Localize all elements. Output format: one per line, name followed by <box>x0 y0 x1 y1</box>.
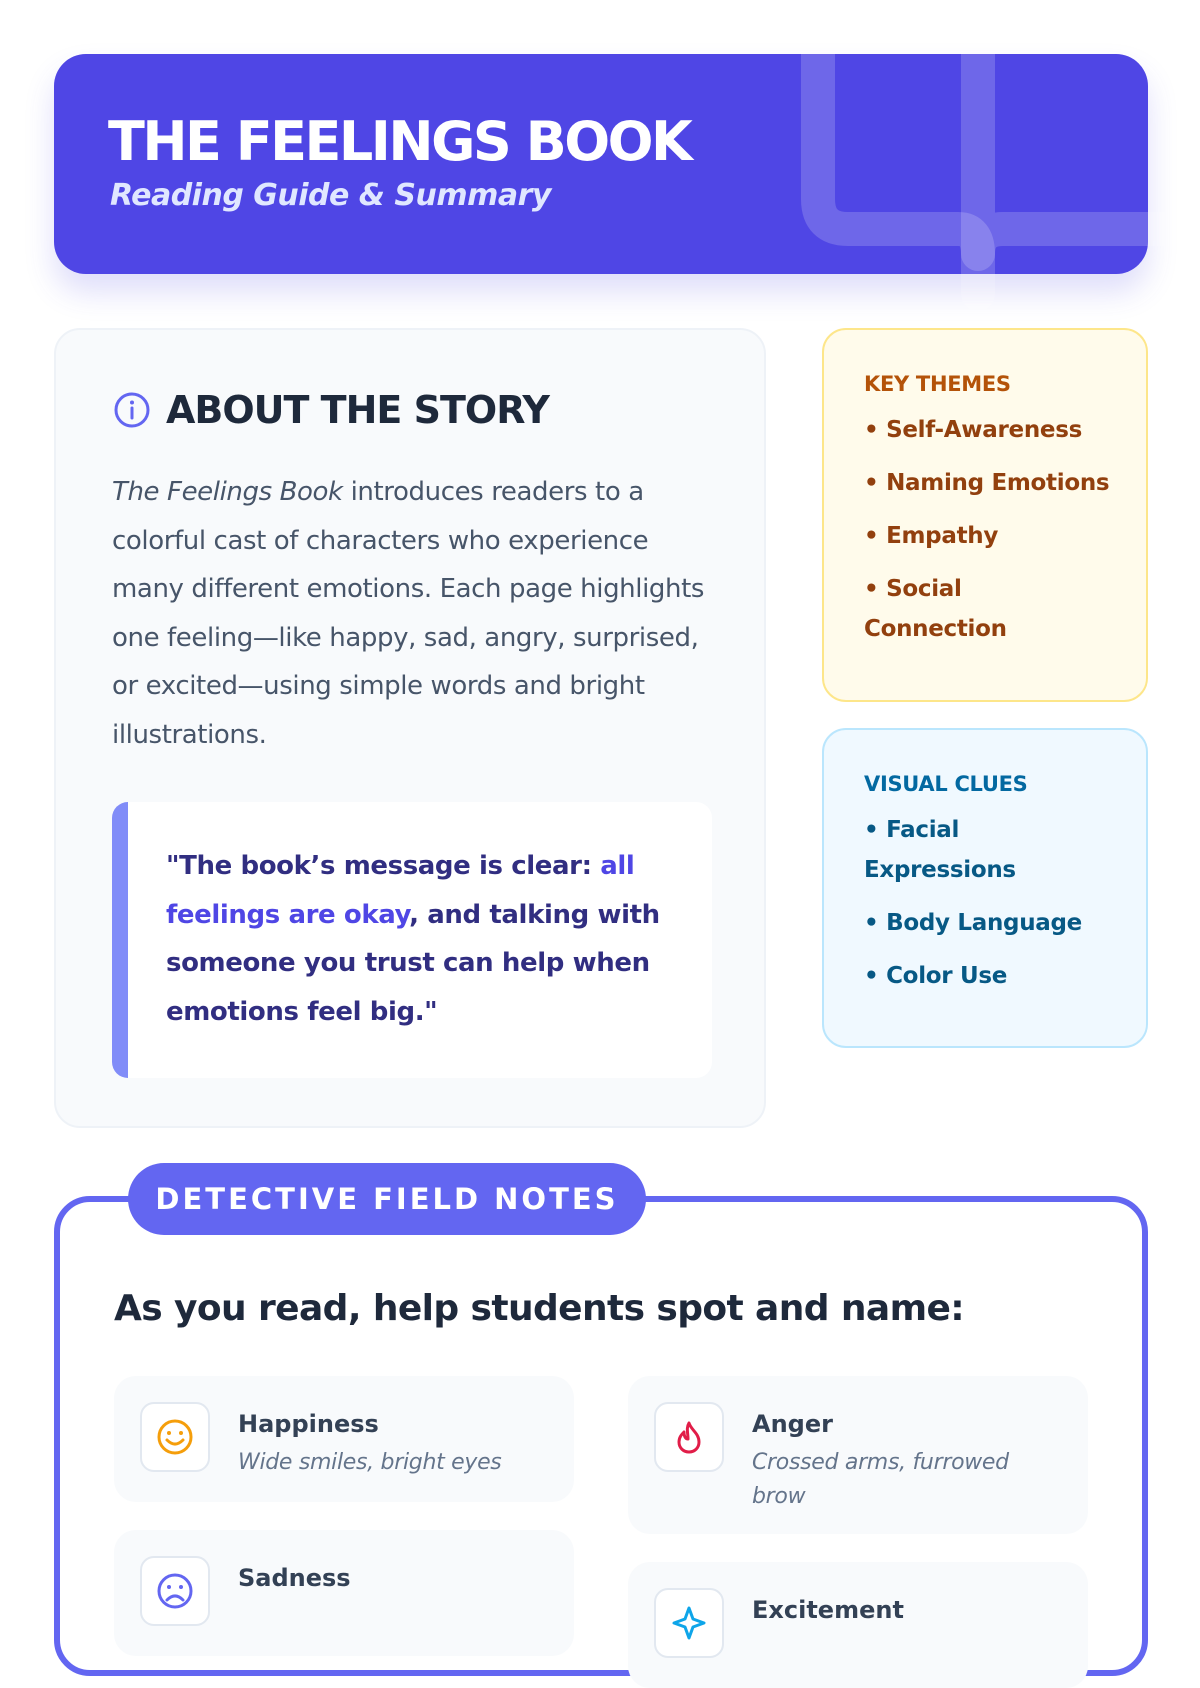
list-item: • Color Use <box>864 963 1008 989</box>
about-card <box>54 328 766 1128</box>
emotion-card-excitement <box>628 1562 1088 1688</box>
quote-highlight: all feelings are okay <box>166 851 635 930</box>
key-themes-title: KEY THEMES <box>864 372 1011 396</box>
emotion-title: Excitement <box>752 1596 904 1624</box>
visual-clues-title: VISUAL CLUES <box>864 772 1028 796</box>
list-item: • Body Language <box>864 910 1082 936</box>
emotion-desc: Crossed arms, furrowed brow <box>752 1450 1009 1509</box>
book-icon <box>788 54 1148 274</box>
emotion-desc: Wide smiles, bright eyes <box>238 1450 502 1475</box>
flame-icon <box>669 1417 709 1457</box>
emotion-card-sadness <box>114 1530 574 1656</box>
emotion-title: Anger <box>752 1410 833 1438</box>
list-item: • Social Connection <box>864 576 1007 642</box>
excitement-icon <box>669 1603 709 1643</box>
page-subtitle: Reading Guide & Summary <box>110 178 551 213</box>
list-item: • Self-Awareness <box>864 417 1082 443</box>
icon-box <box>140 1402 210 1472</box>
emotion-title: Sadness <box>238 1564 351 1592</box>
key-themes-card <box>822 328 1148 702</box>
info-icon <box>112 390 152 430</box>
about-body <box>112 468 712 759</box>
frown-icon <box>155 1571 195 1611</box>
list-item: • Facial Expressions <box>864 817 1016 883</box>
about-header <box>112 388 549 432</box>
visual-clues-card <box>822 728 1148 1048</box>
quote-suffix: , and talking with someone you trust can help when emotions feel big." <box>166 899 660 1027</box>
icon-box <box>140 1556 210 1626</box>
field-notes-heading: As you read, help students spot and name: <box>114 1288 965 1329</box>
visual-clues-list <box>864 810 1124 996</box>
icon-box <box>654 1588 724 1658</box>
emotion-card-anger <box>628 1376 1088 1534</box>
key-themes-list <box>864 410 1124 649</box>
book-title: The Feelings Book <box>112 477 343 507</box>
list-item: • Naming Emotions <box>864 470 1110 496</box>
field-notes-tab: DETECTIVE FIELD NOTES <box>128 1163 646 1235</box>
quote-prefix: "The book’s message is clear: <box>166 851 601 881</box>
smile-icon <box>155 1417 195 1457</box>
quote-block <box>112 802 712 1078</box>
about-text: introduces readers to a colorful cast of characters who experience many different emotions. Each page highlights one feeling—like happy, sad, angry, surprised, or excited—using simple words and bright illustrations. <box>112 477 705 750</box>
emotion-card-happiness <box>114 1376 574 1502</box>
page-title: THE FEELINGS BOOK <box>108 110 691 173</box>
emotion-title: Happiness <box>238 1410 379 1438</box>
list-item: • Empathy <box>864 523 999 549</box>
header-banner <box>54 54 1148 274</box>
icon-box <box>654 1402 724 1472</box>
about-title: ABOUT THE STORY <box>166 388 549 432</box>
